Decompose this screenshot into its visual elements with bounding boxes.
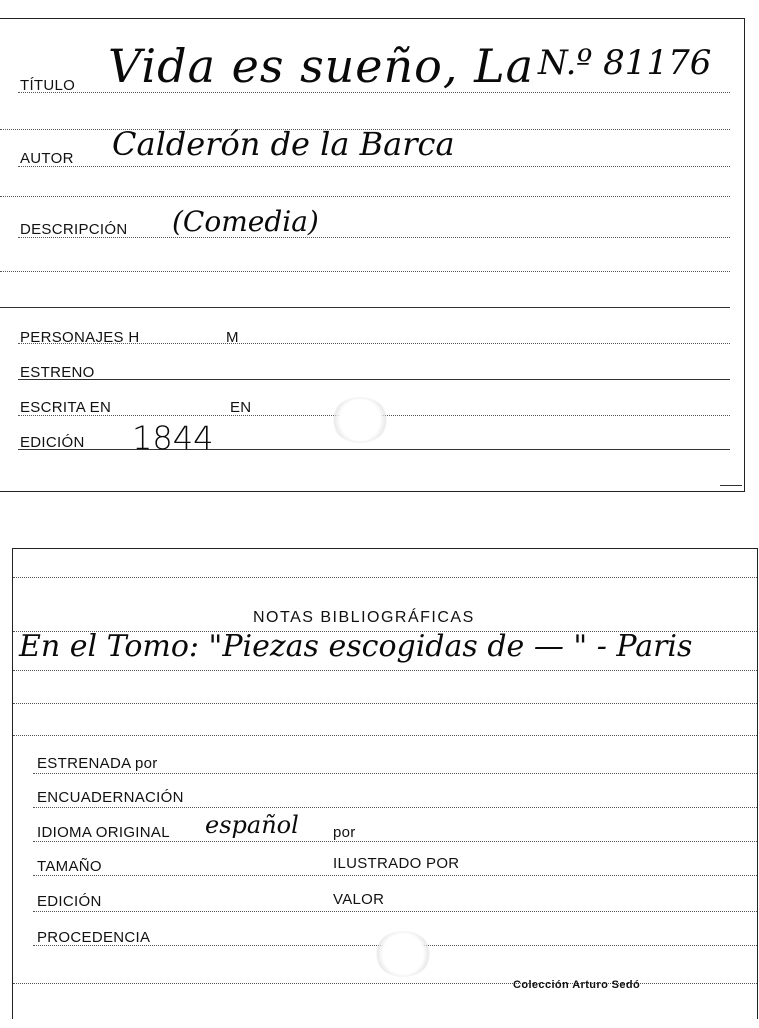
- personajes-label: PERSONAJES H: [20, 329, 140, 346]
- idioma-label: IDIOMA ORIGINAL: [37, 824, 170, 841]
- descripcion-value: (Comedia): [172, 205, 319, 238]
- tamano-label: TAMAÑO: [37, 858, 102, 875]
- valor-label: VALOR: [333, 891, 385, 908]
- catalog-card-front: [0, 18, 745, 492]
- field-rule: [18, 449, 730, 450]
- ink-blot: [332, 397, 388, 443]
- collection-credit: Colección Arturo Sedó: [513, 979, 641, 991]
- field-rule: [0, 271, 730, 272]
- personajes-m-label: M: [226, 329, 239, 346]
- field-rule: [33, 841, 757, 842]
- field-rule: [13, 670, 757, 671]
- field-rule: [33, 875, 757, 876]
- call-number: N.º 81176: [538, 43, 712, 83]
- notas-heading: NOTAS BIBLIOGRÁFICAS: [253, 609, 475, 626]
- field-rule: [33, 807, 757, 808]
- idioma-value: español: [205, 811, 299, 839]
- edicion-label: EDICIÓN: [20, 434, 85, 451]
- field-rule: [13, 735, 757, 736]
- autor-label: AUTOR: [20, 150, 74, 167]
- field-rule: [13, 983, 757, 984]
- estrenada-label: ESTRENADA por: [37, 755, 158, 772]
- field-rule: [18, 379, 730, 380]
- field-rule: [13, 703, 757, 704]
- field-rule: [0, 196, 730, 197]
- field-rule: [720, 485, 742, 486]
- field-rule: [33, 911, 757, 912]
- procedencia-label: PROCEDENCIA: [37, 929, 151, 946]
- encuadernacion-label: ENCUADERNACIÓN: [37, 789, 184, 806]
- field-rule: [33, 773, 757, 774]
- autor-value: Calderón de la Barca: [112, 125, 455, 163]
- ink-blot: [375, 931, 431, 977]
- escrita-label: ESCRITA EN: [20, 399, 112, 416]
- notas-value: En el Tomo: "Piezas escogidas de — " - Paris: [19, 629, 693, 664]
- field-rule: [13, 577, 757, 578]
- edicion-back-label: EDICIÓN: [37, 893, 102, 910]
- escrita-en-label: EN: [230, 399, 252, 416]
- titulo-label: TÍTULO: [20, 77, 76, 94]
- por-label: por: [333, 824, 356, 841]
- ilustrado-label: ILUSTRADO POR: [333, 855, 460, 872]
- titulo-value: Vida es sueño, La: [108, 39, 535, 93]
- field-rule: [0, 307, 730, 308]
- descripcion-label: DESCRIPCIÓN: [20, 221, 128, 238]
- field-rule: [18, 166, 730, 167]
- estreno-label: ESTRENO: [20, 364, 95, 381]
- edicion-value: 1844: [132, 419, 214, 457]
- catalog-card-back: [12, 548, 758, 1019]
